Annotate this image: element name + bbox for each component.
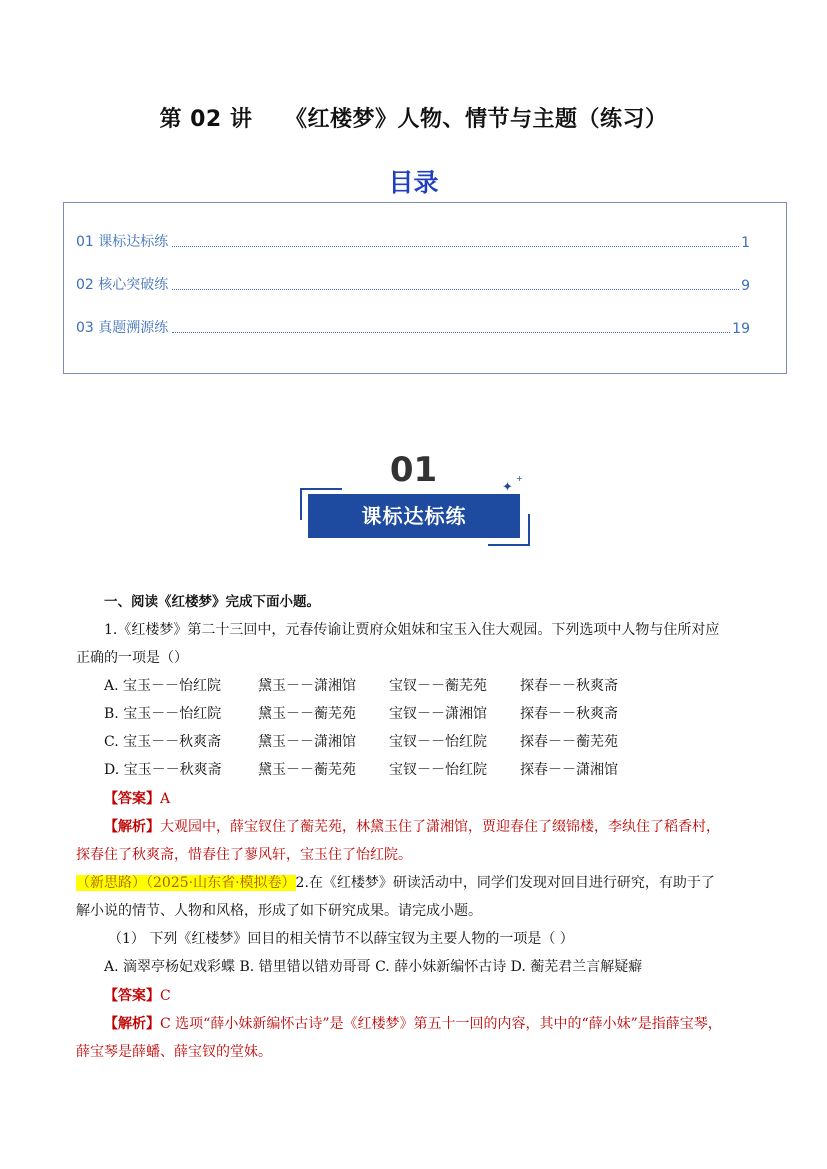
question-2-analysis-line1 xyxy=(104,1014,722,1034)
option-part: 探春－－潇湘馆 xyxy=(520,762,618,778)
option-part: 黛玉－－蘅芜苑 xyxy=(258,762,356,778)
option-c xyxy=(104,732,618,752)
toc-item-3[interactable] xyxy=(76,315,750,337)
option-part: 黛玉－－蘅芜苑 xyxy=(258,706,356,722)
toc-item-label[interactable]: 01 课标达标练 xyxy=(76,234,169,250)
option-part: 黛玉－－潇湘馆 xyxy=(258,678,356,694)
option-part: 黛玉－－潇湘馆 xyxy=(258,734,356,750)
question-1-analysis-line2: 探春住了秋爽斋，惜春住了蓼风轩，宝玉住了怡红院。 xyxy=(76,847,412,863)
option-part: 探春－－秋爽斋 xyxy=(520,706,618,722)
toc-item-page[interactable]: 9 xyxy=(741,278,750,294)
toc-item-label[interactable]: 02 核心突破练 xyxy=(76,277,169,293)
option-part: B. 宝玉－－怡红院 xyxy=(104,706,222,722)
option-part: D. 宝玉－－秋爽斋 xyxy=(104,762,222,778)
answer-value: A xyxy=(160,791,171,807)
toc-leader-dots xyxy=(172,332,730,333)
analysis-text: C 选项“薛小妹新编怀古诗”是《红楼梦》第五十一回的内容，其中的“薛小妹”是指薛宝琴， xyxy=(160,1016,722,1032)
toc-item-2[interactable] xyxy=(76,272,750,294)
question-1-stem-line1: 1.《红楼梦》第二十三回中，元春传谕让贾府众姐妹和宝玉入住大观园。下列选项中人物与住所对应 xyxy=(104,622,720,638)
sparkle-icon: ✦ xyxy=(502,480,513,495)
source-tag-highlight: （新思路）（2025·山东省·模拟卷） xyxy=(76,875,296,891)
answer-tag: 【答案】 xyxy=(104,791,160,807)
option-part: 宝钗－－怡红院 xyxy=(389,734,487,750)
option-part: 宝钗－－蘅芜苑 xyxy=(389,678,487,694)
question-2-sub1-options: A. 滴翠亭杨妃戏彩蝶 B. 错里错以错劝哥哥 C. 薛小妹新编怀古诗 D. 蘅芜君兰言解疑癖 xyxy=(104,959,643,975)
toc-leader-dots xyxy=(172,246,739,247)
toc-item-page[interactable]: 1 xyxy=(741,235,750,251)
section-number: 01 xyxy=(389,450,438,490)
analysis-tag: 【解析】 xyxy=(104,819,160,835)
section-banner xyxy=(298,474,534,550)
option-part: 探春－－秋爽斋 xyxy=(520,678,618,694)
option-part: 宝钗－－怡红院 xyxy=(389,762,487,778)
option-b xyxy=(104,704,618,724)
option-part: 探春－－蘅芜苑 xyxy=(520,734,618,750)
table-of-contents xyxy=(63,202,787,374)
question-2-stem-text: 2.在《红楼梦》研读活动中，同学们发现对回目进行研究，有助于了 xyxy=(295,875,715,891)
section-banner-title: 课标达标练 xyxy=(308,494,520,538)
option-part: 宝钗－－潇湘馆 xyxy=(389,706,487,722)
analysis-tag: 【解析】 xyxy=(104,1016,160,1032)
answer-value: C xyxy=(160,988,171,1004)
toc-item-label[interactable]: 03 真题溯源练 xyxy=(76,320,169,336)
option-a xyxy=(104,676,618,696)
toc-item-page[interactable]: 19 xyxy=(732,321,750,337)
question-2-sub1: （1） 下列《红楼梦》回目的相关情节不以薛宝钗为主要人物的一项是（ ） xyxy=(108,931,574,947)
document-title: 第 02 讲 《红楼梦》人物、情节与主题（练习） xyxy=(159,107,668,132)
option-d xyxy=(104,760,618,780)
question-2-stem-line1 xyxy=(76,873,715,893)
question-2-stem-line2: 解小说的情节、人物和风格，形成了如下研究成果。请完成小题。 xyxy=(76,903,482,919)
question-2-answer xyxy=(104,986,171,1006)
answer-tag: 【答案】 xyxy=(104,988,160,1004)
option-part: A. 宝玉－－怡红院 xyxy=(104,678,222,694)
option-part: C. 宝玉－－秋爽斋 xyxy=(104,734,222,750)
question-1-analysis-line1 xyxy=(104,817,720,837)
question-1-answer xyxy=(104,789,170,809)
question-1-stem-line2: 正确的一项是（） xyxy=(76,650,188,666)
analysis-text: 大观园中，薛宝钗住了蘅芜苑，林黛玉住了潇湘馆，贾迎春住了缀锦楼，李纨住了稻香村， xyxy=(160,819,720,835)
question-group-heading: 一、阅读《红楼梦》完成下面小题。 xyxy=(104,594,320,610)
toc-heading: 目录 xyxy=(388,168,439,197)
question-2-analysis-line2: 薛宝琴是薛蟠、薛宝钗的堂妹。 xyxy=(76,1044,272,1060)
sparkle-small-icon: + xyxy=(516,474,523,483)
toc-leader-dots xyxy=(172,289,739,290)
toc-item-1[interactable] xyxy=(76,229,750,251)
